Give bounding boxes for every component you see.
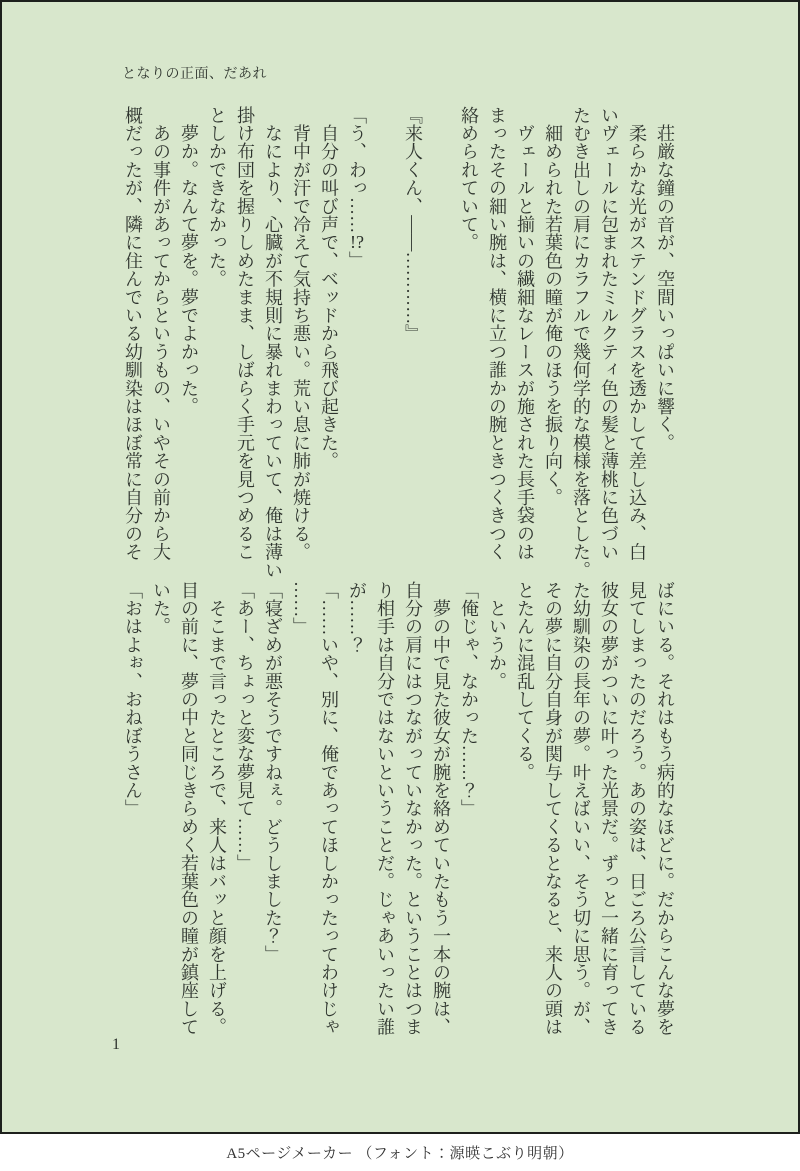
text-line: 「俺じゃ、なかった……？」	[459, 581, 479, 818]
text-block-top	[117, 106, 679, 580]
text-line: とたんに混乱してくる。	[515, 581, 535, 782]
text-line: 自分の叫び声で、ベッドから飛び起きた。	[319, 106, 339, 470]
text-line: 柔らかな光がステンドグラスを透かして差し込み、白	[627, 106, 647, 561]
text-line: 彼女の夢がついに叶った光景だ。ずっと一緒に育ってき	[599, 581, 619, 1036]
text-line: その夢に自分自身が関与してくるとなると、来人の頭は	[543, 581, 563, 1036]
text-line: 夢か。なんて夢を。夢でよかった。	[179, 106, 199, 416]
text-line: 自分の肩にはつながっていなかった。ということはつま	[403, 581, 423, 1036]
text-line: 概だったが、隣に住んでいる幼馴染はほぼ常に自分のそ	[123, 106, 143, 561]
text-line: あの事件があってからというもの、いやその前から大	[151, 106, 171, 561]
text-line: 見てしまったのだろう。あの姿は、日ごろ公言している	[627, 581, 647, 1036]
text-line: が……？	[347, 581, 367, 654]
text-line: ばにいる。それはもう病的なほどに。だからこんな夢を	[655, 581, 675, 1036]
text-line: た幼馴染の長年の夢。叶えばいい、そう切に思う。が、	[571, 581, 591, 1036]
text-line: 夢の中で見た彼女が腕を絡めていたもう一本の腕は、	[431, 581, 451, 1036]
text-line: 背中が汗で冷えて気持ち悪い。荒い息に肺が焼ける。	[291, 106, 311, 561]
text-line: 細められた若葉色の瞳が俺のほうを振り向く。	[543, 106, 563, 507]
text-line: まったその細い腕は、横に立つ誰かの腕ときつくきつく	[487, 106, 507, 561]
text-line: り相手は自分ではないということだ。じゃあいったい誰	[375, 581, 395, 1036]
text-line: 目の前に、夢の中と同じきらめく若葉色の瞳が鎮座して	[179, 581, 199, 1036]
text-line: というか。	[487, 581, 507, 691]
text-line: 掛け布団を握りしめたまま、しばらく手元を見つめるこ	[235, 106, 255, 561]
text-line: としかできなかった。	[207, 106, 227, 288]
text-line: 「おはよぉ、おねぼうさん」	[123, 581, 143, 818]
text-line: 「寝ざめが悪そうですねぇ。どうしました？」	[263, 581, 283, 964]
text-line: ……」	[291, 581, 311, 636]
page-number: 1	[112, 1036, 120, 1053]
text-line	[371, 106, 399, 566]
tatechuyoko-text: !?	[350, 233, 364, 252]
document-title: となりの正面、だあれ	[122, 67, 267, 82]
text-line: 荘厳な鐘の音が、空間いっぱいに響く。	[655, 106, 675, 452]
text-line: いヴェールに包まれたミルクティ色の髪と薄桃に色づい	[599, 106, 619, 561]
text-line: 『来人くん、――…………』	[403, 106, 423, 343]
text-line: そこまで言ったところで、来人はバッと顔を上げる。	[207, 581, 227, 1036]
text-line: なにより、心臓が不規則に暴れまわっていて、俺は薄い	[263, 106, 283, 580]
text-line: 絡められていて。	[459, 106, 479, 252]
text-line: 「……いや、別に、俺であってほしかったってわけじゃ	[319, 581, 339, 1036]
text-line: ヴェールと揃いの繊細なレースが施された長手袋のは	[515, 106, 535, 561]
text-line: たむき出しの肩にカラフルで幾何学的な模様を落とした。	[571, 106, 591, 580]
footer	[0, 1134, 800, 1171]
text-line: いた。	[151, 581, 171, 636]
text-block-bottom	[117, 581, 679, 1041]
footer-caption: A5ページメーカー （フォント：源暎こぶり明朝）	[226, 1146, 574, 1162]
text-line: 「う、わっ……!?」	[347, 106, 367, 270]
text-line	[427, 106, 455, 566]
text-line: 「あー、ちょっと変な夢見て……」	[235, 581, 255, 873]
